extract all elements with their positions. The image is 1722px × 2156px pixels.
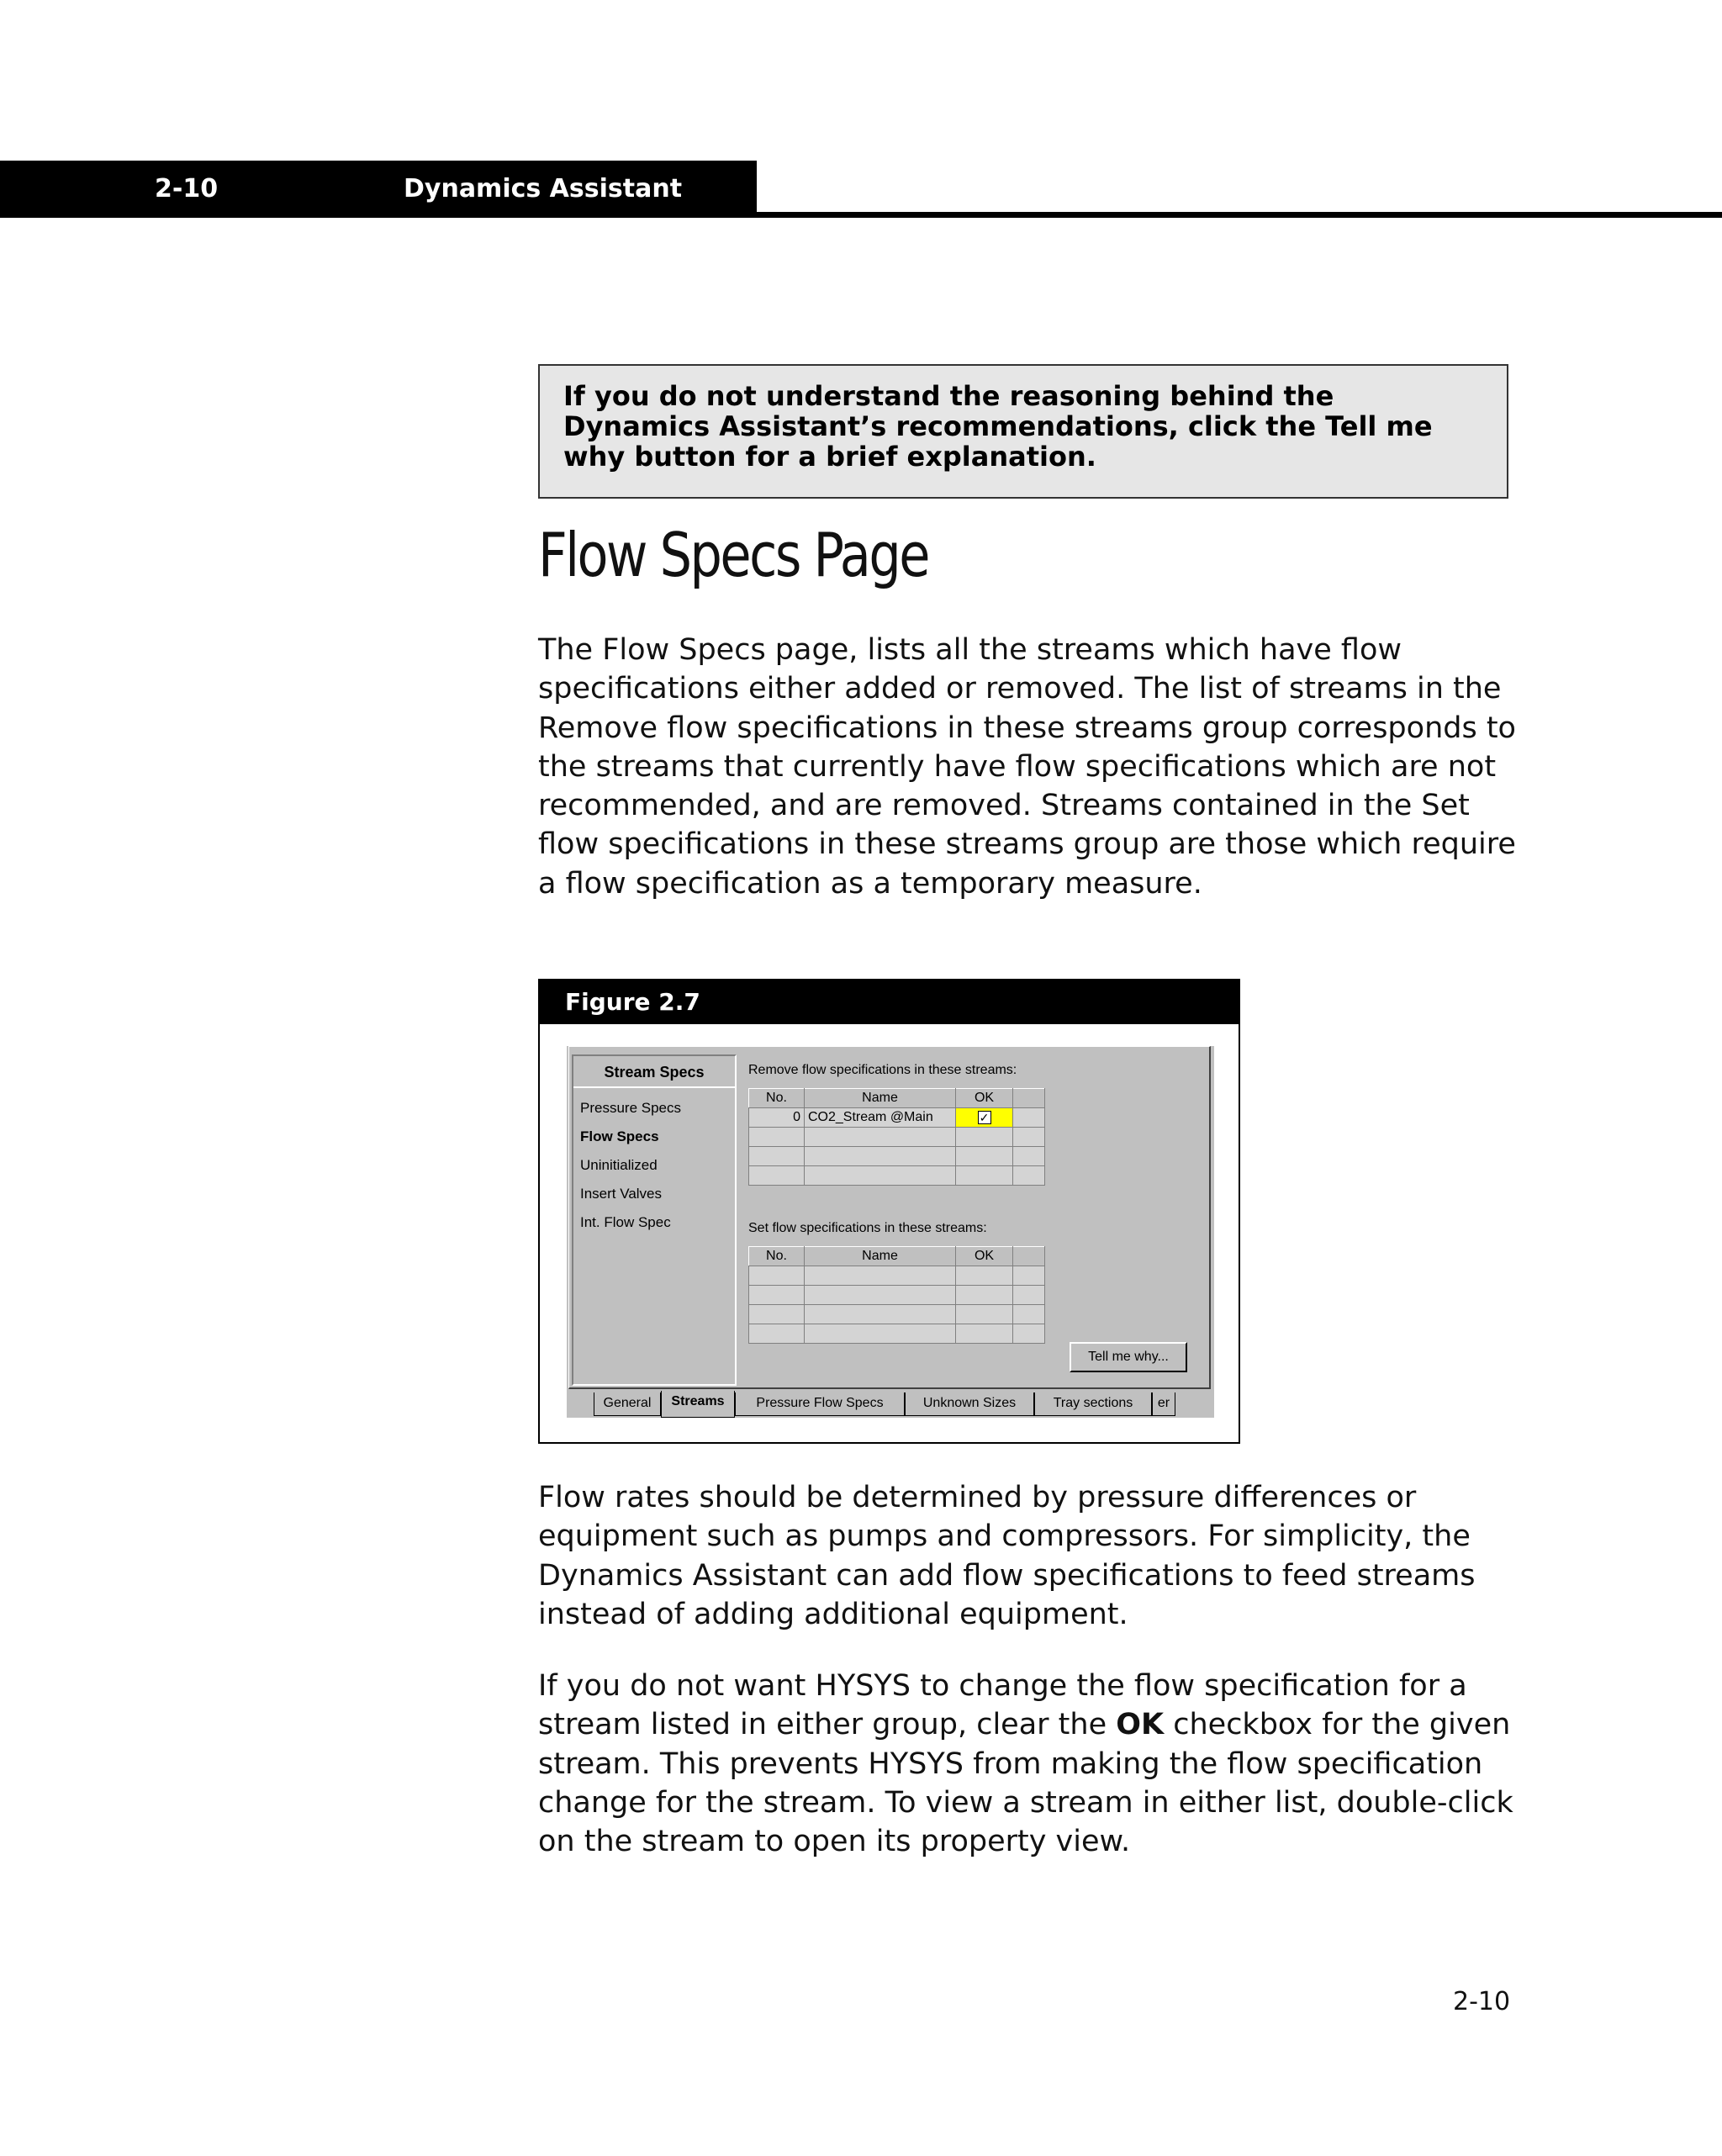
tab-tray-sections[interactable]: Tray sections [1034,1392,1152,1416]
nav-item-uninitialized[interactable]: Uninitialized [580,1157,658,1173]
table-row [749,1128,1045,1147]
table-row [749,1166,1045,1186]
remove-group-label: Remove flow specifications in these streams: [748,1063,1017,1077]
figure-caption: Figure 2.7 [540,980,1239,1024]
column-header-ok: OK [956,1089,1013,1108]
column-header-name: Name [805,1089,956,1108]
cell-name[interactable]: CO2_Stream @Main [805,1108,956,1128]
paragraph-text-before: If you do not want HYSYS to change the flow specification for a stream listed in either group, clear the [538,1669,1467,1742]
table-row [749,1324,1045,1344]
paragraph-ok-checkbox [538,1667,1522,1861]
nav-header: Stream Specs [573,1056,735,1088]
column-header-blank [1013,1247,1045,1266]
column-header-name: Name [805,1247,956,1266]
tab-overflow[interactable]: er [1152,1392,1175,1416]
section-title: Flow Specs Page [538,520,928,590]
stream-specs-nav [572,1054,737,1386]
header-chapter-title: Dynamics Assistant [404,174,683,203]
table-row [749,1305,1045,1324]
header-page-number: 2-10 [155,174,219,203]
ok-checkbox[interactable]: ✓ [978,1111,991,1124]
column-header-no: No. [749,1089,805,1108]
tab-pressure-flow-specs[interactable]: Pressure Flow Specs [735,1392,905,1416]
paragraph-text-after: checkbox for the given stream. This prevents HYSYS from making the flow specification change for the stream. To view a stream in either list, double-click on the stream to open its property view. [538,1708,1513,1859]
tab-general[interactable]: General [594,1392,661,1416]
figure [538,979,1240,1444]
footer-page-number: 2-10 [1453,1987,1511,2016]
column-header-blank [1013,1089,1045,1108]
set-group-label: Set flow specifications in these streams: [748,1221,987,1235]
tab-strip [567,1391,1214,1418]
table-row[interactable] [749,1108,1045,1128]
ok-emphasis: OK [1116,1708,1165,1742]
table-row [749,1147,1045,1166]
nav-item-pressure-specs[interactable]: Pressure Specs [580,1100,681,1116]
paragraph-intro: The Flow Specs page, lists all the streams which have flow specifications either added or removed. The list of streams in the Remove flow specifications in these streams group corresponds to the streams that currently have flow specifications which are not recommended, and are removed. Streams contained in the Set flow specifications in these streams group are those which require a flow specification as a temporary measure. [538,633,1516,901]
cell-no: 0 [749,1108,805,1128]
nav-item-int-flow-spec[interactable]: Int. Flow Spec [580,1214,671,1230]
tab-unknown-sizes[interactable]: Unknown Sizes [905,1392,1034,1416]
page-header [0,161,757,218]
cell-ok[interactable] [956,1108,1013,1128]
tell-me-why-button[interactable]: Tell me why... [1070,1342,1187,1372]
column-header-ok: OK [956,1247,1013,1266]
dynamics-assistant-window [567,1046,1214,1418]
note-box: If you do not understand the reasoning behind the Dynamics Assistant’s recommendations, click the Tell me why button for a brief explanation. [538,364,1508,499]
table-row [749,1266,1045,1286]
column-header-no: No. [749,1247,805,1266]
set-streams-table [748,1246,1045,1344]
paragraph-flow-rates: Flow rates should be determined by pressure differences or equipment such as pumps and compressors. For simplicity, the Dynamics Assistant can add flow specifications to feed streams instead of adding additional equipment. [538,1481,1476,1631]
table-header-row [749,1089,1045,1108]
table-row [749,1286,1045,1305]
nav-item-flow-specs[interactable]: Flow Specs [580,1128,659,1144]
table-header-row [749,1247,1045,1266]
tab-streams[interactable]: Streams [661,1391,735,1418]
cell-blank [1013,1108,1045,1128]
nav-item-insert-valves[interactable]: Insert Valves [580,1186,663,1202]
remove-streams-table [748,1088,1045,1186]
